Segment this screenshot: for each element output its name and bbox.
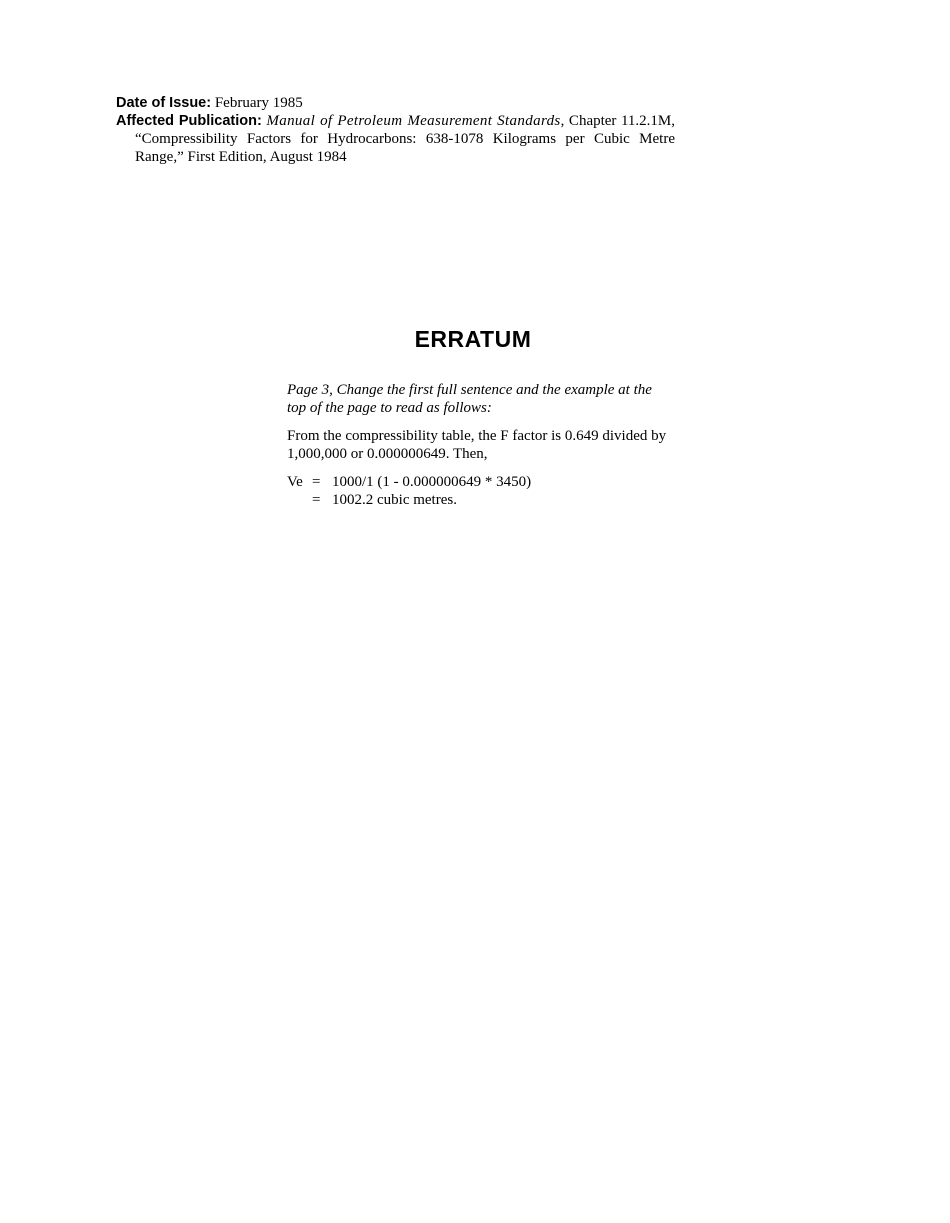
affected-publication-row xyxy=(116,112,675,166)
issue-header xyxy=(116,94,675,166)
erratum-title: ERRATUM xyxy=(414,326,532,352)
equation-lhs-spacer xyxy=(287,491,312,509)
equation-line-1: 1000/1 (1 - 0.000000649 * 3450) xyxy=(332,474,532,490)
example-equation xyxy=(287,473,667,509)
equation-equals-2: = xyxy=(312,492,321,508)
publication-details: , Chapter 11.2.1M, “Compressibility Factors for Hydrocarbons: 638-1078 Kilograms per Cubic Metre Range,” First Edition, August 1984 xyxy=(135,113,676,165)
equation-lhs: Ve xyxy=(287,474,303,490)
affected-publication-label: Affected Publication: xyxy=(116,113,262,129)
date-of-issue-row xyxy=(116,94,675,112)
corrected-sentence: From the compressibility table, the F factor is 0.649 divided by 1,000,000 or 0.000000649. Then, xyxy=(287,428,667,462)
equation-equals-1: = xyxy=(312,474,321,490)
publication-title: Manual of Petroleum Measurement Standards xyxy=(266,113,561,129)
date-of-issue-value: February 1985 xyxy=(214,95,303,111)
erratum-body xyxy=(287,381,667,509)
correction-instruction: Page 3, Change the first full sentence and the example at the top of the page to read as follows: xyxy=(287,382,652,416)
equation-line-2: 1002.2 cubic metres. xyxy=(332,492,457,508)
date-of-issue-label: Date of Issue: xyxy=(116,95,212,111)
